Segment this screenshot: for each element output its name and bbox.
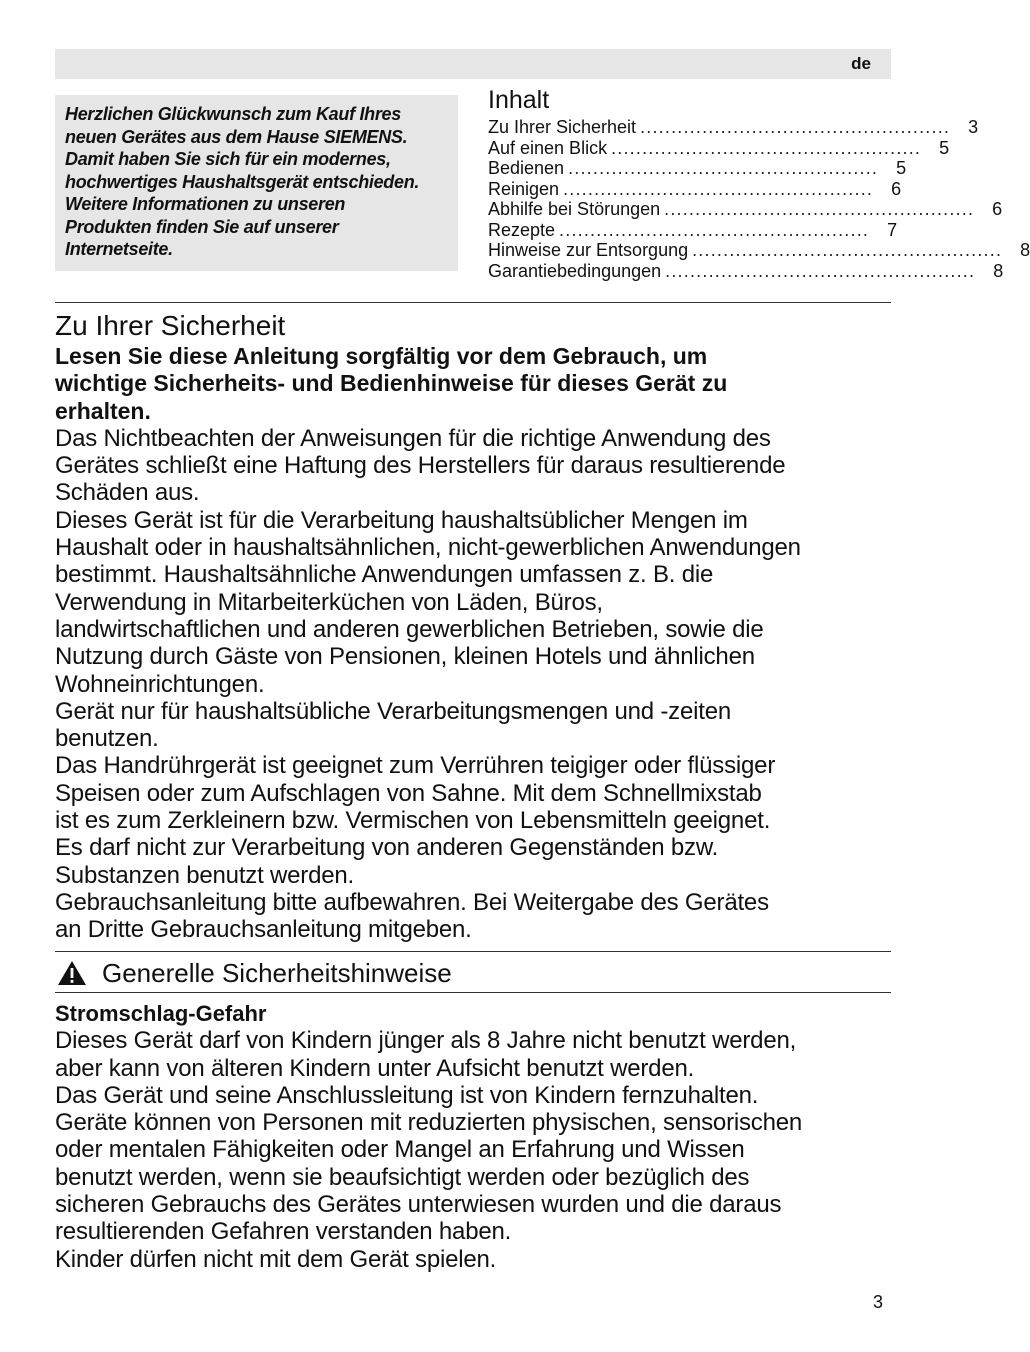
language-bar xyxy=(55,49,891,79)
body-line: benutzen. xyxy=(55,725,159,753)
safety-body xyxy=(55,425,895,944)
safety-section xyxy=(55,309,895,944)
toc-leader: .................................................. xyxy=(664,199,975,219)
toc-item[interactable] xyxy=(488,260,1004,282)
intro-box xyxy=(55,95,458,271)
subsection-title: Stromschlag-Gefahr xyxy=(55,1001,267,1026)
toc-item-label: Garantiebedingungen xyxy=(488,260,662,281)
body-line: Verwendung in Mitarbeiterküchen von Läden, Büros, xyxy=(55,588,603,616)
body-line: Schäden aus. xyxy=(55,479,200,507)
body-line: Es darf nicht zur Verarbeitung von anderen Gegenständen bzw. xyxy=(55,834,719,862)
toc-leader: .................................................. xyxy=(568,158,879,178)
intro-line: hochwertiges Haushaltsgerät entschieden. xyxy=(65,171,420,192)
body-line: bestimmt. Haushaltsähnliche Anwendungen umfassen z. B. die xyxy=(55,561,714,589)
toc-item-label: Abhilfe bei Störungen xyxy=(488,199,661,219)
section-title: Zu Ihrer Sicherheit xyxy=(55,310,286,341)
intro-line: Weitere Informationen zu unseren xyxy=(65,194,346,214)
toc-leader: .................................................. xyxy=(640,117,951,137)
toc-leader: .................................................. xyxy=(563,178,874,199)
body-line: sicheren Gebrauchs des Gerätes unterwiesen wurden und die daraus xyxy=(55,1191,782,1219)
toc-item[interactable] xyxy=(488,199,1003,220)
lead-line: wichtige Sicherheits- und Bedienhinweise für dieses Gerät zu xyxy=(55,370,728,397)
body-line: Gerätes schließt eine Haftung des Herstellers für daraus resultierende xyxy=(55,452,786,480)
toc-item-page: 5 xyxy=(939,137,950,158)
page-number: 3 xyxy=(873,1292,884,1312)
toc-item-label: Zu Ihrer Sicherheit xyxy=(488,117,637,137)
body-line: Haushalt oder in haushaltsähnlichen, nicht-gewerblichen Anwendungen xyxy=(55,534,801,562)
body-line: oder mentalen Fähigkeiten oder Mangel an Erfahrung und Wissen xyxy=(55,1136,745,1164)
intro-line: Damit haben Sie sich für ein modernes, xyxy=(65,149,391,169)
safety-lead xyxy=(55,343,895,425)
toc-item-label: Bedienen xyxy=(488,158,565,178)
divider xyxy=(55,302,891,303)
general-safety-section xyxy=(55,1000,895,1273)
body-line: Dieses Gerät ist für die Verarbeitung haushaltsüblicher Mengen im xyxy=(55,506,748,534)
body-line: Wohneinrichtungen. xyxy=(55,670,265,698)
general-body xyxy=(55,1027,895,1273)
warning-triangle-icon xyxy=(57,960,87,986)
toc-leader: .................................................. xyxy=(559,219,870,240)
intro-line: Produkten finden Sie auf unserer xyxy=(65,216,339,237)
body-line: Das Nichtbeachten der Anweisungen für die richtige Anwendung des xyxy=(55,424,771,452)
section-title: Generelle Sicherheitshinweise xyxy=(102,958,452,988)
language-code: de xyxy=(851,54,871,73)
body-line: an Dritte Gebrauchsanleitung mitgeben. xyxy=(55,916,472,944)
body-line: resultierenden Gefahren verstanden haben. xyxy=(55,1218,512,1246)
body-line: ist es zum Zerkleinern bzw. Vermischen von Lebensmitteln geeignet. xyxy=(55,807,771,835)
body-line: Das Handrührgerät ist geeignet zum Verrühren teigiger oder flüssiger xyxy=(55,752,776,780)
toc-item-page: 8 xyxy=(993,260,1004,281)
body-line: landwirtschaftlichen und anderen gewerblichen Betrieben, sowie die xyxy=(55,615,764,643)
toc-item-page: 6 xyxy=(891,178,902,199)
body-line: Gerät nur für haushaltsübliche Verarbeitungsmengen und -zeiten xyxy=(55,697,732,725)
toc-item-page: 3 xyxy=(968,117,979,137)
toc-item[interactable] xyxy=(488,137,950,159)
table-of-contents xyxy=(488,84,1030,281)
body-line: Nutzung durch Gäste von Pensionen, kleinen Hotels und ähnlichen xyxy=(55,643,755,671)
toc-item-label: Auf einen Blick xyxy=(488,137,608,158)
toc-item-page: 8 xyxy=(1020,240,1030,260)
toc-list xyxy=(488,117,1030,281)
toc-item[interactable] xyxy=(488,117,979,138)
body-line: benutzt werden, wenn sie beaufsichtigt werden oder bezüglich des xyxy=(55,1163,750,1191)
intro-line: neuen Gerätes aus dem Hause SIEMENS. xyxy=(65,126,408,147)
toc-leader: .................................................. xyxy=(611,137,922,158)
toc-title: Inhalt xyxy=(488,86,550,114)
general-safety-header xyxy=(55,955,891,991)
toc-item[interactable] xyxy=(488,158,907,179)
intro-line: Internetseite. xyxy=(65,239,173,259)
toc-item[interactable] xyxy=(488,240,1030,261)
divider xyxy=(55,951,891,952)
toc-leader: .................................................. xyxy=(665,260,976,281)
toc-item-label: Hinweise zur Entsorgung xyxy=(488,240,689,260)
body-line: aber kann von älteren Kindern unter Aufsicht benutzt werden. xyxy=(55,1054,695,1082)
toc-item-label: Reinigen xyxy=(488,178,560,199)
lead-line: Lesen Sie diese Anleitung sorgfältig vor dem Gebrauch, um xyxy=(55,343,708,369)
body-line: Kinder dürfen nicht mit dem Gerät spielen. xyxy=(55,1245,497,1273)
body-line: Substanzen benutzt werden. xyxy=(55,861,355,889)
body-line: Das Gerät und seine Anschlussleitung ist von Kindern fernzuhalten. xyxy=(55,1081,759,1109)
lead-line: erhalten. xyxy=(55,397,151,424)
intro-line: Herzlichen Glückwunsch zum Kauf Ihres xyxy=(65,104,401,124)
toc-item-page: 7 xyxy=(887,219,898,240)
toc-item-label: Rezepte xyxy=(488,219,556,240)
body-line: Dieses Gerät darf von Kindern jünger als 8 Jahre nicht benutzt werden, xyxy=(55,1027,797,1055)
body-line: Gebrauchsanleitung bitte aufbewahren. Bei Weitergabe des Gerätes xyxy=(55,888,769,916)
toc-item[interactable] xyxy=(488,219,898,241)
divider xyxy=(55,992,891,993)
toc-item[interactable] xyxy=(488,178,902,200)
body-line: Speisen oder zum Aufschlagen von Sahne. Mit dem Schnellmixstab xyxy=(55,779,762,807)
toc-item-page: 5 xyxy=(896,158,907,178)
body-line: Geräte können von Personen mit reduzierten physischen, sensorischen xyxy=(55,1109,803,1137)
toc-item-page: 6 xyxy=(992,199,1003,219)
toc-leader: .................................................. xyxy=(692,240,1003,260)
